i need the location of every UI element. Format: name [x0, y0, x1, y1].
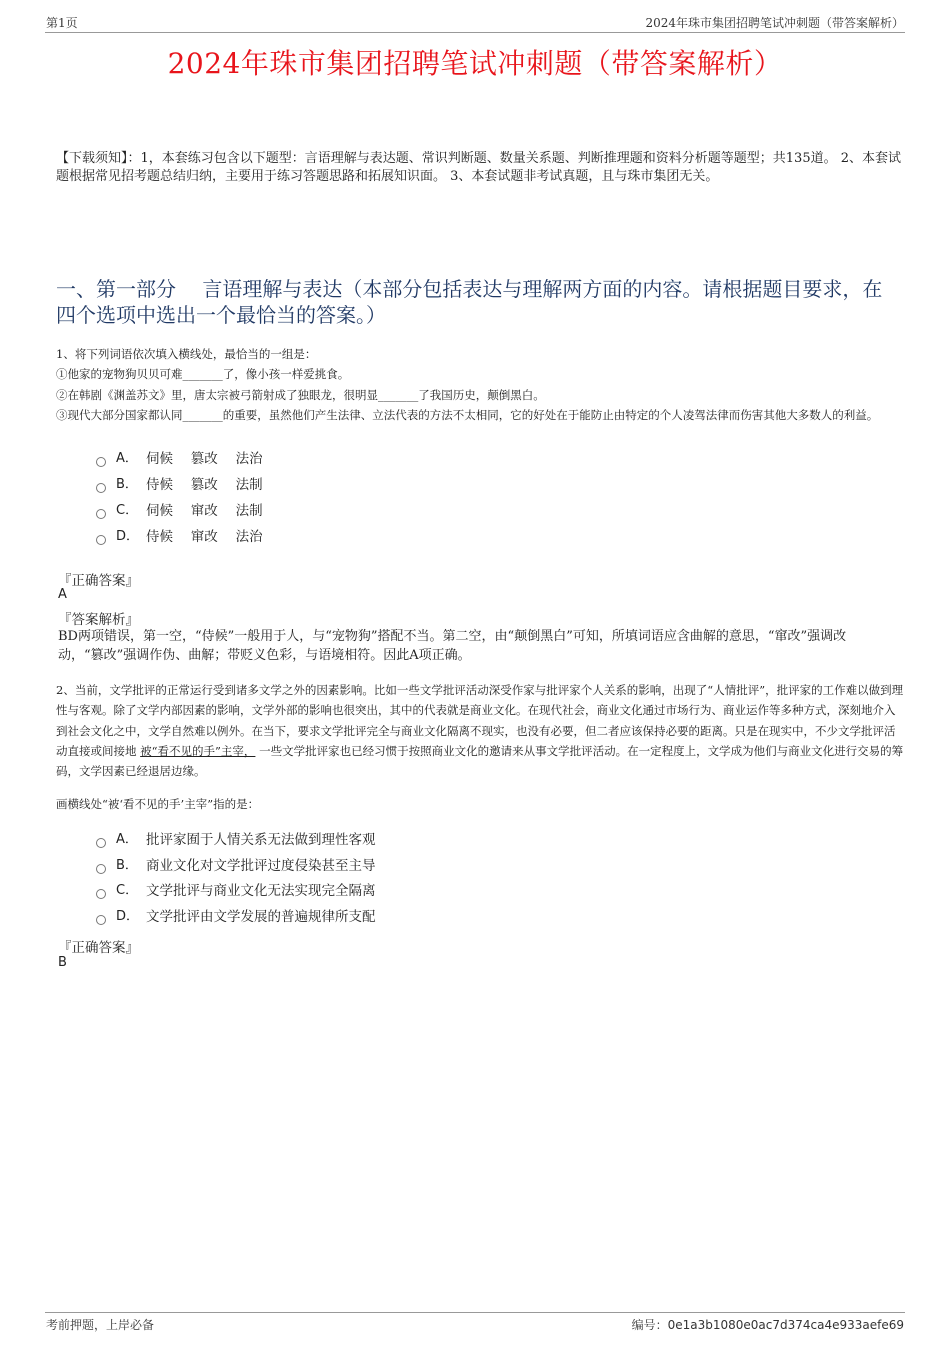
- option-label: C．: [116, 503, 139, 518]
- q1-option-d[interactable]: [96, 527, 263, 547]
- radio-icon[interactable]: [96, 915, 106, 925]
- footer-code-value: 0e1a3b1080e0ac7d374ca4e933aefe69: [667, 1318, 904, 1332]
- option-text: 商业文化对文学批评过度侵染甚至主导: [146, 858, 376, 874]
- passage-text: 2、当前，文学批评的正常运行受到诸多文学之外的因素影响。比如一些文学批评活动深受作家与批评家个人关系的影响，出现了“人情批评”，批评家的工作难以做到理性与客观。除了文学内部因素的影响，文学外部的影响也很突出，其中的代表就是商业文化。在现代社会，商业文化通过市场行为、商业运作等多种方式，深刻地介入到社会文化之中，文学自然难以例外。在当下，要求文学批评完全与商业文化隔离不现实，也没有必要，但二者应该保持必要的距离。只是在现实中，不少文学批评活动直接或间接地: [56, 683, 904, 758]
- option-text: 文学批评由文学发展的普遍规律所支配: [146, 909, 376, 925]
- option-label: A．: [116, 451, 138, 466]
- footer-code: [632, 1316, 904, 1333]
- option-text: 批评家囿于人情关系无法做到理性客观: [146, 832, 376, 848]
- option-label: B．: [116, 858, 138, 873]
- q1-option-b[interactable]: [96, 475, 263, 495]
- option-text: 伺候 篡改 法治: [146, 451, 263, 467]
- question-1-line-3: ③现代大部分国家都认同_______的重要，虽然他们产生法律、立法代表的方法不太相同，它的好处在于能防止由特定的个人凌驾法律而伤害其他大多数人的利益。: [56, 407, 879, 422]
- radio-icon[interactable]: [96, 457, 106, 467]
- page-number: 第1页: [46, 16, 78, 30]
- radio-icon[interactable]: [96, 535, 106, 545]
- q1-analysis: BD两项错误，第一空，“侍候”一般用于人，与“宠物狗”搭配不当。第二空，由“颠倒黑白”可知，所填词语应含曲解的意思，“窜改”强调改动，“篡改”强调作伪、曲解；带贬义色彩，与语境相符。因此A项正确。: [58, 629, 847, 663]
- option-label: D．: [116, 909, 140, 924]
- question-2-passage: [56, 680, 906, 781]
- q1-answer-heading: 『正确答案』: [58, 573, 139, 589]
- radio-icon[interactable]: [96, 509, 106, 519]
- q1-option-c[interactable]: [96, 501, 263, 521]
- q2-answer-heading: 『正确答案』: [58, 940, 139, 956]
- q1-answer: A: [58, 587, 67, 602]
- header-divider: [45, 32, 905, 33]
- radio-icon[interactable]: [96, 483, 106, 493]
- q1-option-a[interactable]: [96, 449, 263, 469]
- option-text: 侍候 篡改 法制: [146, 477, 263, 493]
- footer-divider: [45, 1312, 905, 1313]
- question-1: [56, 344, 906, 425]
- q2-option-a[interactable]: [96, 830, 376, 850]
- q2-answer: B: [58, 955, 67, 970]
- footer-slogan: 考前押题，上岸必备: [46, 1318, 155, 1332]
- option-label: C．: [116, 883, 139, 898]
- question-1-line-2: ②在韩剧《渊盖苏文》里，唐太宗被弓箭射成了独眼龙，很明显_______了我国历史，颠倒黑白。: [56, 387, 545, 402]
- option-text: 文学批评与商业文化无法实现完全隔离: [146, 883, 376, 899]
- radio-icon[interactable]: [96, 864, 106, 874]
- q2-option-c[interactable]: [96, 881, 376, 901]
- option-text: 侍候 窜改 法治: [146, 529, 263, 545]
- q2-option-d[interactable]: [96, 907, 376, 927]
- q1-analysis-heading: 『答案解析』: [58, 612, 139, 628]
- option-text: 伺候 窜改 法制: [146, 503, 263, 519]
- question-1-stem: 1、将下列词语依次填入横线处，最恰当的一组是：: [56, 347, 317, 361]
- section-heading: 一、第一部分 言语理解与表达（本部分包括表达与理解两方面的内容。请根据题目要求，在四个选项中选出一个最恰当的答案。）: [56, 277, 883, 327]
- page-title: 2024年珠市集团招聘笔试冲刺题（带答案解析）: [167, 47, 783, 80]
- option-label: A．: [116, 832, 138, 847]
- question-2-stem: 画横线处“被‘看不见的手’主宰”指的是：: [56, 797, 260, 811]
- radio-icon[interactable]: [96, 889, 106, 899]
- footer-code-label: 编号：: [631, 1318, 668, 1332]
- radio-icon[interactable]: [96, 838, 106, 848]
- option-label: D．: [116, 529, 140, 544]
- download-notice: 【下载须知】：1，本套练习包含以下题型：言语理解与表达题、常识判断题、数量关系题、判断推理题和资料分析题等题型；共135道。 2、本套试题根据常见招考题总结归纳，主要用于练习答题思路和拓展知识面。 3、本套试题非考试真题，且与珠市集团无关。: [56, 151, 901, 184]
- underlined-phrase: 被“看不见的手”主宰，: [140, 743, 256, 758]
- header-doc-title: 2024年珠市集团招聘笔试冲刺题（带答案解析）: [645, 16, 904, 30]
- passage-text-end: 一些文学批评家也已经习惯于按照商业文化的邀请来从事文学批评活动。在一定程度上，文学成为他们与商业文化进行交易的筹码，文学因素已经退居边缘。: [56, 743, 904, 779]
- question-1-line-1: ①他家的宠物狗贝贝可难_______了，像小孩一样爱挑食。: [56, 367, 350, 382]
- option-label: B．: [116, 477, 138, 492]
- q2-option-b[interactable]: [96, 856, 376, 876]
